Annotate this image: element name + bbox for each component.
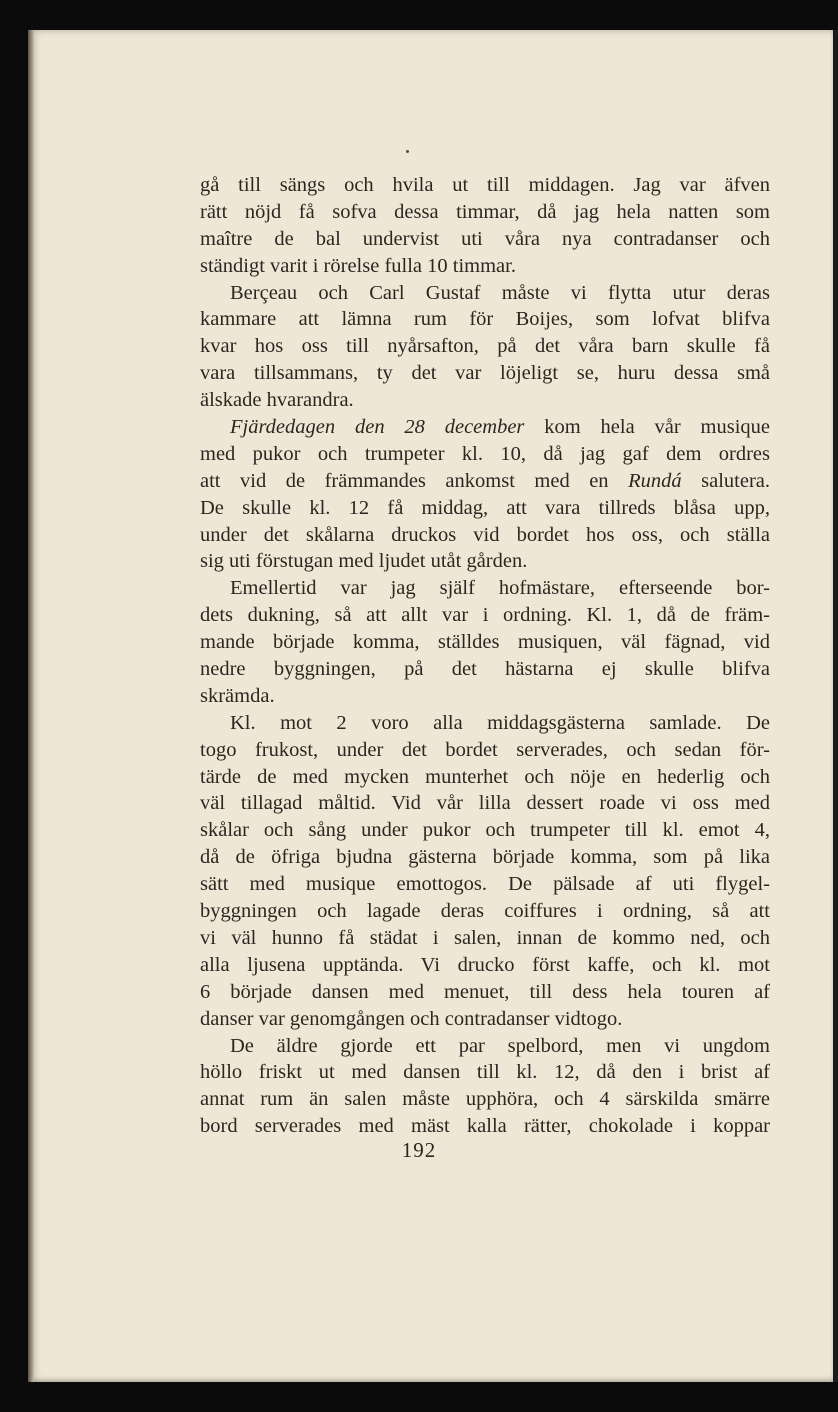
date-heading: Fjärdedagen den 28 december [230,416,525,439]
text-line: sätt med musique emottogos. De pälsade af uti flygel- [200,873,770,896]
text-line: med pukor och trumpeter kl. 10, då jag gaf dem ordres [200,442,770,465]
text-line: Berçeau och Carl Gustaf måste vi flytta utur deras [230,281,770,304]
text-line: skrämda. [200,684,275,707]
text-line: kammare att lämna rum för Boijes, som lofvat blifva [200,308,770,331]
text-line: under det skålarna druckos vid bordet hos oss, och ställa [200,523,770,546]
page-right-edge [833,30,838,1382]
text-line: väl tillagad måltid. Vid vår lilla dessert roade vi oss med [200,792,770,815]
text-line: annat rum än salen måste upphöra, och 4 särskilda smärre [200,1088,770,1111]
text-line: dets dukning, så att allt var i ordning. Kl. 1, då de främ- [200,604,770,627]
text-line: vi väl hunno få städat i salen, innan de kommo ned, och [200,926,770,949]
ink-speck [406,150,409,153]
text-line: Emellertid var jag själf hofmästare, efterseende bor- [230,577,770,600]
text-segment: salutera. [681,469,770,492]
text-line: skålar och sång under pukor och trumpeter till kl. emot 4, [200,819,770,842]
text-line: nedre byggningen, på det hästarna ej skulle blifva [200,658,770,681]
text-line: rätt nöjd få sofva dessa timmar, då jag hela natten som [200,200,770,223]
text-line: älskade hvarandra. [200,389,354,412]
text-line: gå till sängs och hvila ut till middagen. Jag var äfven [200,174,770,196]
text-line: sig uti förstugan med ljudet utåt gården. [200,550,528,573]
italic-term: Rundá [628,469,682,492]
text-line: då de öfriga bjudna gästerna började komma, som på lika [200,846,770,869]
text-line [200,414,770,441]
text-line: höllo friskt ut med dansen till kl. 12, då den i brist af [200,1061,770,1084]
text-segment: kom hela vår musique [524,416,770,439]
text-line: alla ljusena upptända. Vi drucko först kaffe, och kl. mot [200,953,770,976]
text-line: maître de bal undervist uti våra nya contradanser och [200,227,770,250]
text-segment: att vid de främmandes ankomst med en [200,469,629,492]
text-line: byggningen och lagade deras coiffures i ordning, så att [200,900,770,923]
text-line: De skulle kl. 12 få middag, att vara tillreds blåsa upp, [200,496,770,519]
page-binding-edge [28,30,34,1382]
text-line: kvar hos oss till nyårsafton, på det våra barn skulle få [200,335,770,358]
text-line [200,468,770,495]
body-text [200,172,770,1140]
text-line: De äldre gjorde ett par spelbord, men vi ungdom [230,1034,770,1057]
text-line: 6 började dansen med menuet, till dess hela touren af [200,980,770,1003]
page-number: 192 [401,1138,437,1162]
text-line: Kl. mot 2 voro alla middagsgästerna samlade. De [230,711,770,734]
text-line: vara tillsammans, ty det var löjeligt se, huru dessa små [200,362,770,385]
text-line: mande började komma, ställdes musiquen, väl fägnad, vid [200,631,770,654]
text-line: tärde de med mycken munterhet och nöje en hederlig och [200,765,770,788]
text-line: bord serverades med mäst kalla rätter, chokolade i koppar [200,1115,770,1138]
text-line: ständigt varit i rörelse fulla 10 timmar. [200,254,516,277]
text-line: danser var genomgången och contradanser vidtogo. [200,1007,623,1030]
text-line: togo frukost, under det bordet serverades, och sedan för- [200,738,770,761]
